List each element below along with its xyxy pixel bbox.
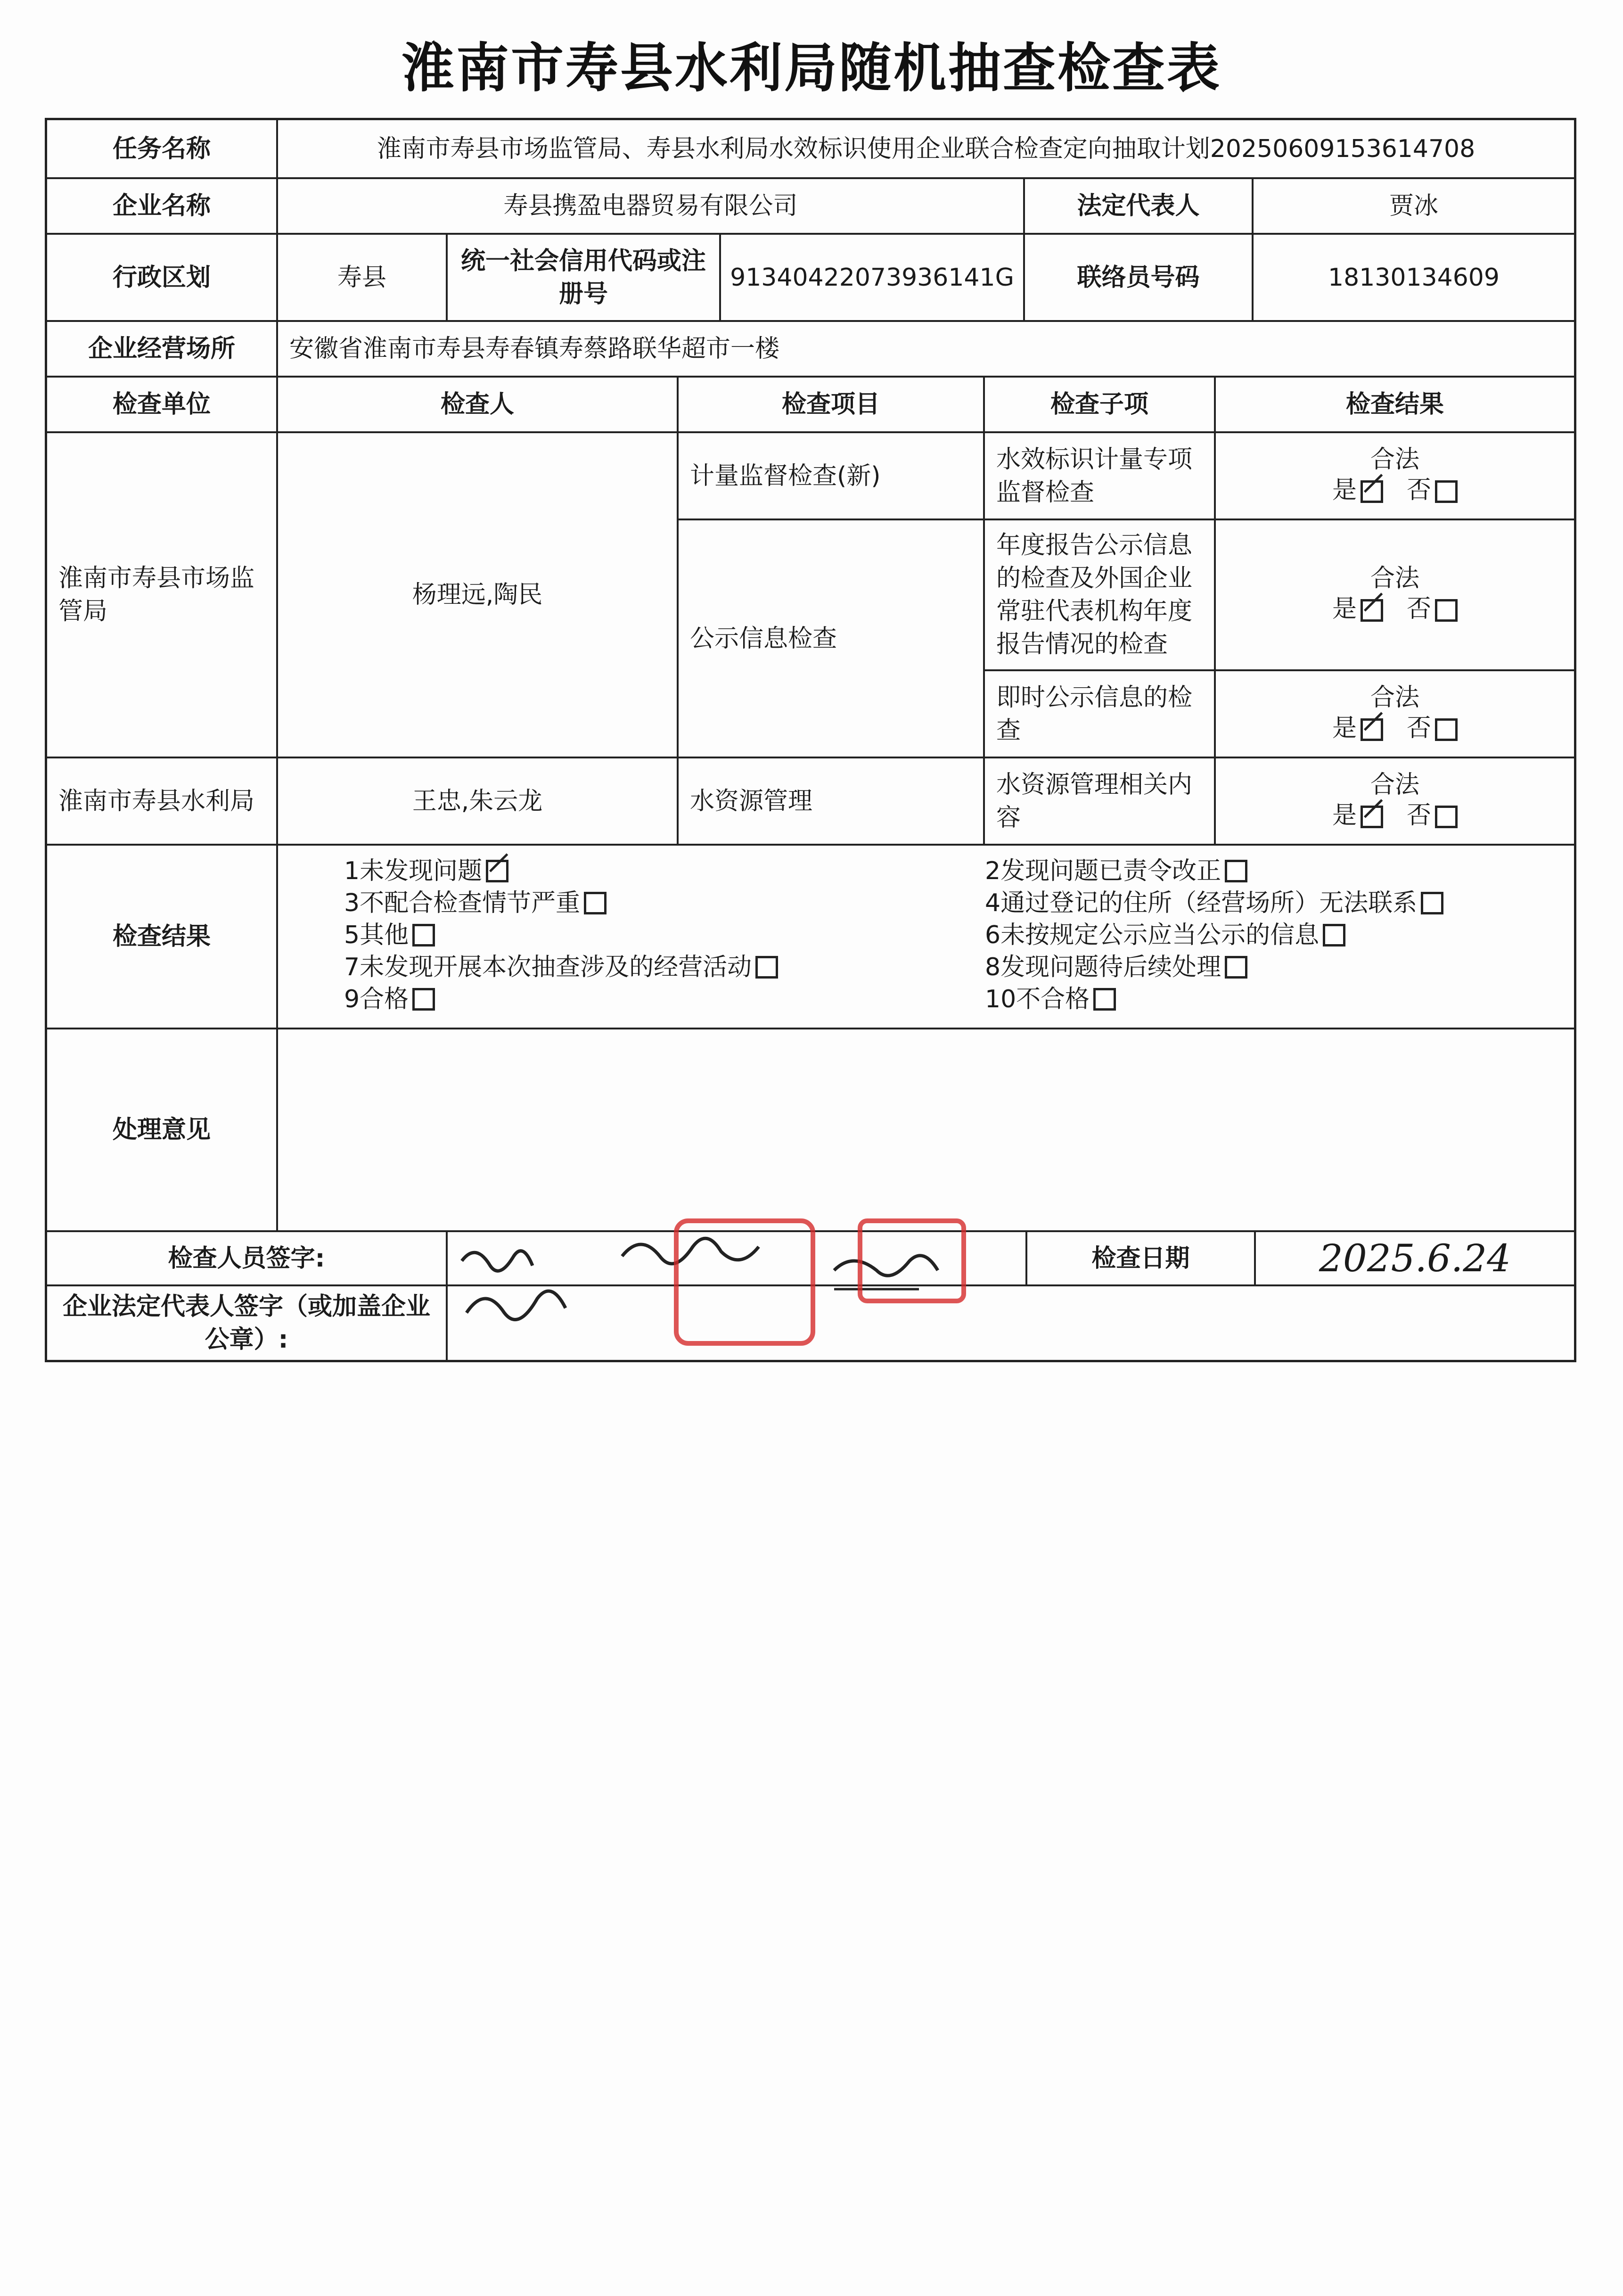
summary-options [278, 846, 1574, 1029]
legal-text: 合法 [1370, 683, 1419, 712]
date-label: 检查日期 [1027, 1232, 1256, 1286]
no-label: 否 [1407, 476, 1432, 504]
yes-label: 是 [1332, 595, 1357, 623]
credit-code-label: 统一社会信用代码或注册号 [448, 235, 721, 322]
option-1: 1未发现问题 [344, 855, 778, 887]
header-result: 检查结果 [1216, 378, 1574, 433]
option-3: 3不配合检查情节严重 [344, 887, 778, 919]
contact-value: 18130134609 [1254, 235, 1574, 322]
no-checkbox[interactable] [1435, 480, 1458, 503]
yes-checkbox[interactable] [1361, 806, 1383, 828]
task-value: 淮南市寿县市场监管局、寿县水利局水效标识使用企业联合检查定向抽取计划20250609153614708 [278, 120, 1574, 179]
inspector-signature-label: 检查人员签字: [47, 1232, 448, 1286]
enterprise-name: 寿县携盈电器贸易有限公司 [278, 179, 1025, 235]
option-9-checkbox[interactable] [412, 988, 435, 1011]
address-label: 企业经营场所 [47, 322, 278, 378]
address-value: 安徽省淮南市寿县寿春镇寿蔡路联华超市一楼 [278, 322, 1574, 378]
legal-text: 合法 [1370, 564, 1419, 593]
legal-rep-value: 贾冰 [1254, 179, 1574, 235]
option-6: 6未按规定公示应当公示的信息 [985, 919, 1443, 951]
no-label: 否 [1407, 595, 1432, 623]
subitem-water-resources: 水资源管理相关内容 [985, 758, 1216, 846]
yes-label: 是 [1332, 714, 1357, 742]
option-4-checkbox[interactable] [1421, 892, 1443, 914]
region-label: 行政区划 [47, 235, 278, 322]
yes-checkbox[interactable] [1361, 718, 1383, 741]
enterprise-name-label: 企业名称 [47, 179, 278, 235]
option-2: 2发现问题已责令改正 [985, 855, 1443, 887]
option-3-checkbox[interactable] [584, 892, 607, 914]
rep-signature-label: 企业法定代表人签字（或加盖企业公章）: [47, 1286, 448, 1360]
form-title: 淮南市寿县水利局随机抽查检查表 [402, 38, 1221, 99]
header-item: 检查项目 [679, 378, 985, 433]
option-8: 8发现问题待后续处理 [985, 951, 1443, 983]
option-8-checkbox[interactable] [1225, 956, 1247, 979]
legal-text: 合法 [1370, 770, 1419, 799]
region-value: 寿县 [278, 235, 448, 322]
option-7: 7未发现开展本次抽查涉及的经营活动 [344, 951, 778, 983]
legal-text: 合法 [1370, 445, 1419, 474]
no-checkbox[interactable] [1435, 599, 1458, 622]
option-6-checkbox[interactable] [1323, 924, 1345, 946]
option-9: 9合格 [344, 983, 778, 1015]
no-checkbox[interactable] [1435, 718, 1458, 741]
option-10-checkbox[interactable] [1093, 988, 1116, 1011]
opinion-label: 处理意见 [47, 1029, 278, 1232]
result-2 [1216, 520, 1574, 671]
header-unit: 检查单位 [47, 378, 278, 433]
option-5: 5其他 [344, 919, 778, 951]
item-public-info: 公示信息检查 [679, 520, 985, 758]
credit-code-value: 91340422073936141G [721, 235, 1025, 322]
task-label: 任务名称 [47, 120, 278, 179]
unit-market-supervision: 淮南市寿县市场监管局 [47, 433, 278, 758]
legal-rep-label: 法定代表人 [1025, 179, 1254, 235]
contact-label: 联络员号码 [1025, 235, 1254, 322]
item-water-resources: 水资源管理 [679, 758, 985, 846]
no-checkbox[interactable] [1435, 806, 1458, 828]
inspection-table [45, 118, 1576, 1362]
yes-label: 是 [1332, 476, 1357, 504]
inspectors-water: 王忠,朱云龙 [278, 758, 679, 846]
unit-water-bureau: 淮南市寿县水利局 [47, 758, 278, 846]
red-seal-stamp-2 [858, 1218, 966, 1303]
result-4 [1216, 758, 1574, 846]
yes-checkbox[interactable] [1361, 480, 1383, 503]
option-4: 4通过登记的住所（经营场所）无法联系 [985, 887, 1443, 919]
option-1-checkbox[interactable] [486, 860, 508, 882]
inspectors-market: 杨理远,陶民 [278, 433, 679, 758]
red-seal-stamp-1 [674, 1218, 815, 1346]
subitem-annual-report: 年度报告公示信息的检查及外国企业常驻代表机构年度报告情况的检查 [985, 520, 1216, 671]
subitem-instant-info: 即时公示信息的检查 [985, 671, 1216, 758]
option-7-checkbox[interactable] [755, 956, 778, 979]
date-value: 2025.6.24 [1256, 1232, 1574, 1286]
no-label: 否 [1407, 714, 1432, 742]
yes-label: 是 [1332, 801, 1357, 830]
header-subitem: 检查子项 [985, 378, 1216, 433]
option-2-checkbox[interactable] [1225, 860, 1247, 882]
header-inspector: 检查人 [278, 378, 679, 433]
result-1 [1216, 433, 1574, 520]
summary-label: 检查结果 [47, 846, 278, 1029]
result-3 [1216, 671, 1574, 758]
opinion-field[interactable] [278, 1029, 1574, 1232]
no-label: 否 [1407, 801, 1432, 830]
yes-checkbox[interactable] [1361, 599, 1383, 622]
option-5-checkbox[interactable] [412, 924, 435, 946]
item-metrology: 计量监督检查(新) [679, 433, 985, 520]
subitem-water-label: 水效标识计量专项监督检查 [985, 433, 1216, 520]
option-10: 10不合格 [985, 983, 1443, 1015]
